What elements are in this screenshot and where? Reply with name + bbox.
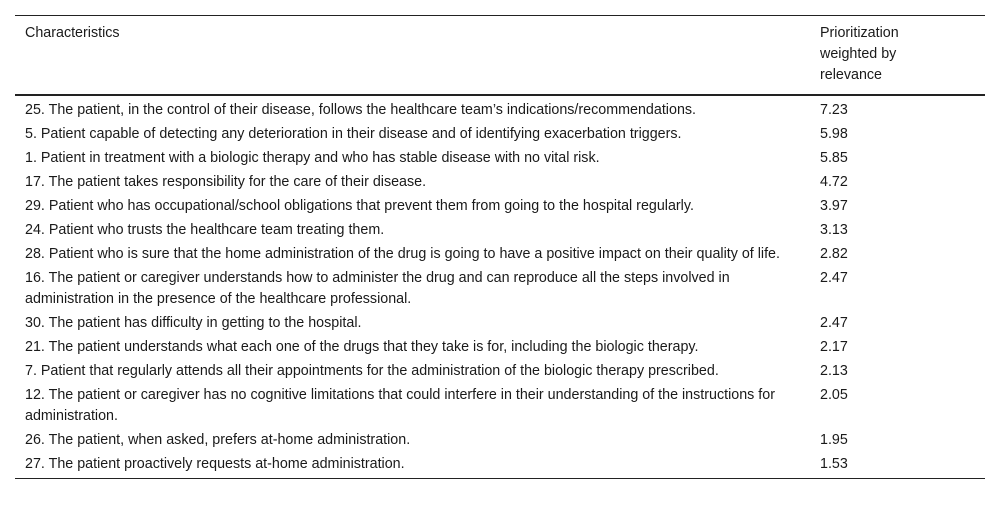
table-row [15,147,985,171]
characteristic-cell: 24. Patient who trusts the healthcare team treating them. [25,222,385,238]
table-container [15,15,985,479]
characteristic-cell: 16. The patient or caregiver understands how to administer the drug and can reproduce all the steps involved in administration in the presence of the healthcare professional. [25,270,730,307]
characteristic-cell: 21. The patient understands what each one of the drugs that they take is for, including the biologic therapy. [25,339,699,355]
value-cell: 4.72 [820,174,848,190]
value-cell: 5.98 [820,126,848,142]
table-row [15,336,985,360]
table-row [15,429,985,453]
characteristic-cell: 30. The patient has difficulty in getting to the hospital. [25,315,362,331]
table-row [15,195,985,219]
table-row [15,123,985,147]
value-cell: 1.95 [820,432,848,448]
value-cell: 2.13 [820,363,848,379]
characteristic-cell: 12. The patient or caregiver has no cognitive limitations that could interfere in their understanding of the instructions for administration. [25,387,775,424]
value-cell: 1.53 [810,453,985,479]
table-row [15,453,985,479]
table-row [15,360,985,384]
value-cell: 3.97 [820,198,848,214]
characteristic-cell: 25. The patient, in the control of their disease, follows the healthcare team’s indications/recommendations. [25,102,697,118]
value-cell: 3.13 [820,222,848,238]
characteristic-cell: 28. Patient who is sure that the home administration of the drug is going to have a positive impact on their quality of life. [25,246,780,262]
table-row [15,267,985,312]
header-prioritization: Prioritization weighted by relevance [810,16,985,96]
value-cell: 2.82 [820,246,848,262]
value-cell: 7.23 [820,102,848,118]
characteristics-table [15,15,985,479]
value-cell: 5.85 [820,150,848,166]
value-cell: 2.47 [820,315,848,331]
characteristic-cell: 29. Patient who has occupational/school obligations that prevent them from going to the hospital regularly. [25,198,694,214]
table-row [15,243,985,267]
table-row [15,384,985,429]
table-row [15,312,985,336]
header-characteristics: Characteristics [15,16,810,96]
characteristic-cell: 17. The patient takes responsibility for the care of their disease. [25,174,427,190]
characteristic-cell: 27. The patient proactively requests at-home administration. [15,453,810,479]
table-row [15,219,985,243]
value-cell: 2.05 [820,387,848,403]
characteristic-cell: 26. The patient, when asked, prefers at-home administration. [25,432,411,448]
value-cell: 2.17 [820,339,848,355]
table-row [15,171,985,195]
value-cell: 2.47 [820,270,848,286]
table-header-row [15,16,985,96]
characteristic-cell: 5. Patient capable of detecting any deterioration in their disease and of identifying exacerbation triggers. [25,126,682,142]
characteristic-cell: 7. Patient that regularly attends all their appointments for the administration of the biologic therapy prescribed. [25,363,719,379]
table-row [15,95,985,123]
characteristic-cell: 1. Patient in treatment with a biologic therapy and who has stable disease with no vital risk. [25,150,600,166]
